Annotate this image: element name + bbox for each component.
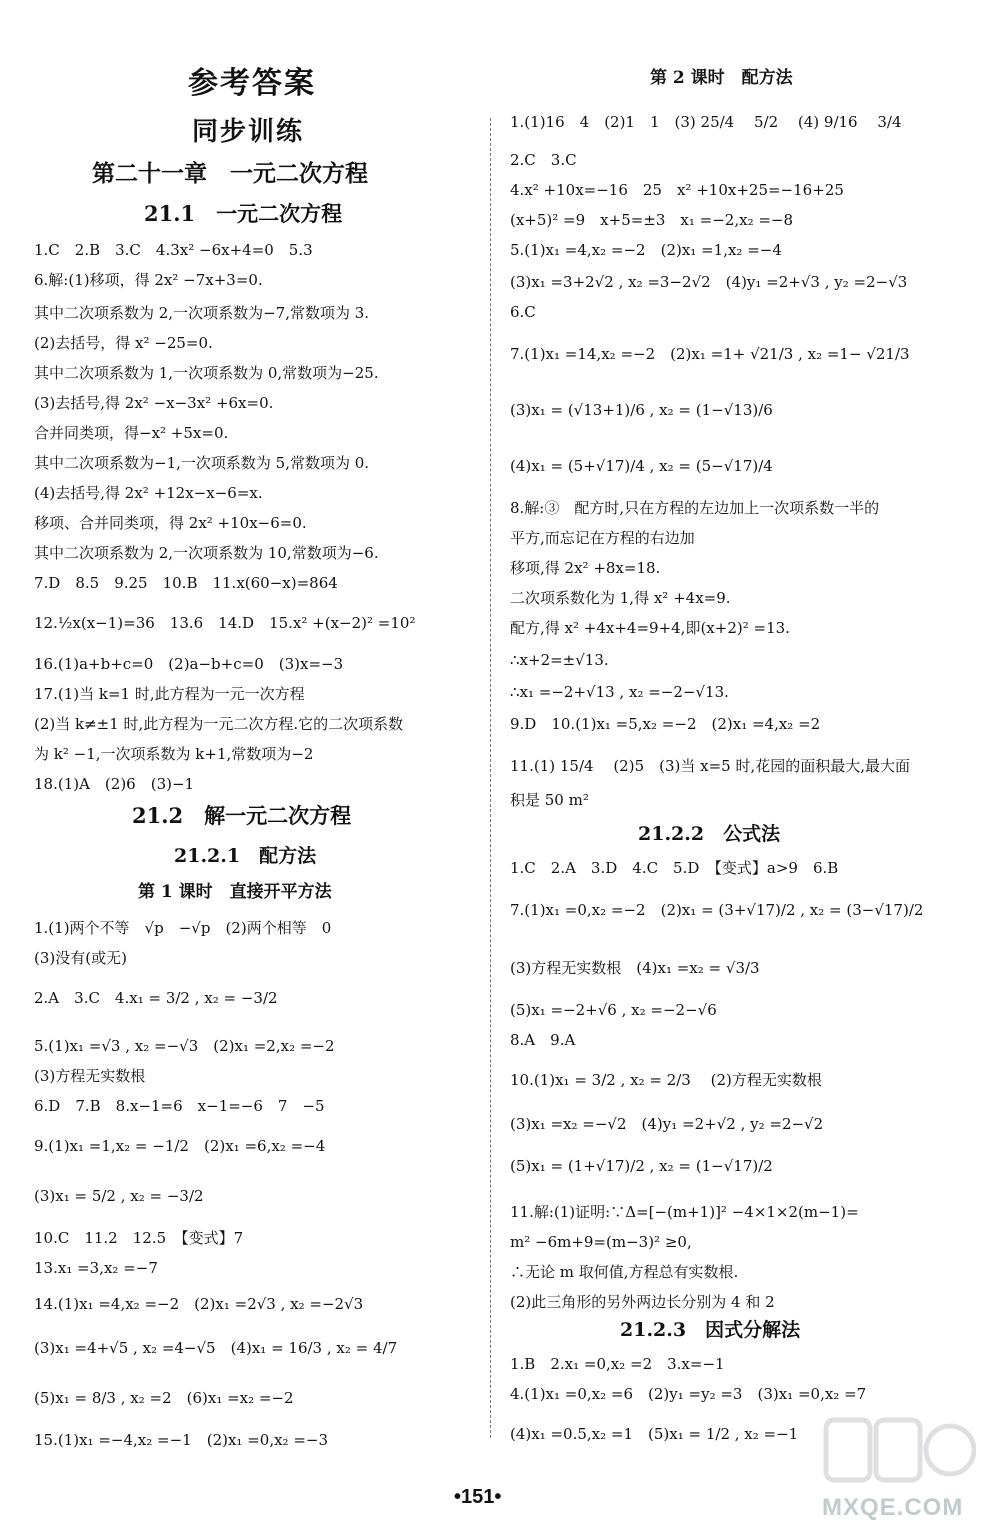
answer-line: ∴x₁ =−2+√13 , x₂ =−2−√13. xyxy=(510,683,729,701)
answer-line: (3)x₁ = 5/2 , x₂ = −3/2 xyxy=(34,1187,204,1205)
answer-line: (x+5)² =9 x+5=±3 x₁ =−2,x₂ =−8 xyxy=(510,211,794,229)
answer-line: 平方,而忘记在方程的右边加 xyxy=(510,529,695,547)
answer-line: 其中二次项系数为 2,一次项系数为 10,常数项为−6. xyxy=(34,544,379,562)
answer-line: 其中二次项系数为−1,一次项系数为 5,常数项为 0. xyxy=(34,454,370,472)
answer-line: 配方,得 x² +4x+4=9+4,即(x+2)² =13. xyxy=(510,619,790,637)
answer-line: 二次项系数化为 1,得 x² +4x=9. xyxy=(510,589,731,607)
answer-line: 12.½x(x−1)=36 13.6 14.D 15.x² +(x−2)² =10² xyxy=(34,614,416,632)
answer-line: (3)去括号,得 2x² −x−3x² +6x=0. xyxy=(34,394,274,412)
lesson-heading-1: 第 1 课时 直接开平方法 xyxy=(138,882,332,902)
answer-line: (5)x₁ = (1+√17)/2 , x₂ = (1−√17)/2 xyxy=(510,1157,773,1175)
answer-line: 9.D 10.(1)x₁ =5,x₂ =−2 (2)x₁ =4,x₂ =2 xyxy=(510,715,821,733)
chapter-heading: 第二十一章 一元二次方程 xyxy=(92,160,368,187)
answer-line: ∴x+2=±√13. xyxy=(510,651,609,669)
section-heading-21-1: 21.1 一元二次方程 xyxy=(144,201,343,226)
answer-line: 18.(1)A (2)6 (3)−1 xyxy=(34,775,195,793)
answer-line: (2)当 k≠±1 时,此方程为一元二次方程.它的二次项系数 xyxy=(34,715,404,733)
answer-line: (4)x₁ =0.5,x₂ =1 (5)x₁ = 1/2 , x₂ =−1 xyxy=(510,1425,799,1443)
answer-line: 4.x² +10x=−16 25 x² +10x+25=−16+25 xyxy=(510,181,844,199)
answer-line: 6.D 7.B 8.x−1=6 x−1=−6 7 −5 xyxy=(34,1097,325,1115)
answer-line: 11.(1) 15/4 (2)5 (3)当 x=5 时,花园的面积最大,最大面 xyxy=(510,757,911,775)
answer-line: 积是 50 m² xyxy=(510,791,589,809)
answer-line: (3)方程无实数根 xyxy=(34,1067,146,1085)
answer-line: 移项,得 2x² +8x=18. xyxy=(510,559,661,577)
page-title: 参考答案 xyxy=(188,66,316,101)
answer-line: 7.(1)x₁ =0,x₂ =−2 (2)x₁ = (3+√17)/2 , x₂ = (3−√17)/2 xyxy=(510,901,924,919)
answer-line: 1.C 2.A 3.D 4.C 5.D 【变式】a>9 6.B xyxy=(510,859,839,877)
answer-line: 1.B 2.x₁ =0,x₂ =2 3.x=−1 xyxy=(510,1355,725,1373)
answer-line: (3)方程无实数根 (4)x₁ =x₂ = √3/3 xyxy=(510,959,760,977)
answer-line: (4)去括号,得 2x² +12x−x−6=x. xyxy=(34,484,263,502)
answer-line: 15.(1)x₁ =−4,x₂ =−1 (2)x₁ =0,x₂ =−3 xyxy=(34,1431,329,1449)
answer-line: (3)没有(或无) xyxy=(34,949,127,967)
answer-line: (4)x₁ = (5+√17)/4 , x₂ = (5−√17)/4 xyxy=(510,457,773,475)
answer-line: 17.(1)当 k=1 时,此方程为一元一次方程 xyxy=(34,685,305,703)
answer-line: 移项、合并同类项，得 2x² +10x−6=0. xyxy=(34,514,307,532)
answer-line: 为 k² −1,一次项系数为 k+1,常数项为−2 xyxy=(34,745,314,763)
column-divider xyxy=(490,118,491,1438)
answer-line: 8.A 9.A xyxy=(510,1031,576,1049)
answer-line: 11.解:(1)证明:∵Δ=[−(m+1)]² −4×1×2(m−1)= xyxy=(510,1203,859,1221)
section-heading-21-2: 21.2 解一元二次方程 xyxy=(132,803,352,828)
section-heading-21-2-3: 21.2.3 因式分解法 xyxy=(620,1319,801,1341)
answer-line: (3)x₁ =3+2√2 , x₂ =3−2√2 (4)y₁ =2+√3 , y₂ =2−√3 xyxy=(510,273,908,291)
answer-line: 1.(1)16 4 (2)1 1 (3) 25/4 5/2 (4) 9/16 3/4 xyxy=(510,113,902,131)
answer-line: 其中二次项系数为 1,一次项系数为 0,常数项为−25. xyxy=(34,364,379,382)
answer-line: 13.x₁ =3,x₂ =−7 xyxy=(34,1259,158,1277)
answer-line: 6.C xyxy=(510,303,536,321)
page-number: •151• xyxy=(454,1486,502,1508)
section-heading-sync: 同步训练 xyxy=(192,117,305,147)
answer-line: (2)去括号，得 x² −25=0. xyxy=(34,334,213,352)
section-heading-21-2-2: 21.2.2 公式法 xyxy=(638,823,781,845)
answer-line: (3)x₁ = (√13+1)/6 , x₂ = (1−√13)/6 xyxy=(510,401,773,419)
answer-line: ∴无论 m 取何值,方程总有实数根. xyxy=(510,1263,739,1281)
answer-line: 6.解:(1)移项，得 2x² −7x+3=0. xyxy=(34,271,263,289)
answer-line: 16.(1)a+b+c=0 (2)a−b+c=0 (3)x=−3 xyxy=(34,655,344,673)
answer-line: 2.C 3.C xyxy=(510,151,577,169)
answer-line: (3)x₁ =4+√5 , x₂ =4−√5 (4)x₁ = 16/3 , x₂ = 4/7 xyxy=(34,1339,398,1357)
watermark-url: MXQE.COM xyxy=(822,1494,964,1521)
answer-line: (3)x₁ =x₂ =−√2 (4)y₁ =2+√2 , y₂ =2−√2 xyxy=(510,1115,824,1133)
lesson-heading-2: 第 2 课时 配方法 xyxy=(650,68,793,88)
answer-line: 7.D 8.5 9.25 10.B 11.x(60−x)=864 xyxy=(34,574,338,592)
answer-line: 其中二次项系数为 2,一次项系数为−7,常数项为 3. xyxy=(34,304,370,322)
answer-line: (5)x₁ =−2+√6 , x₂ =−2−√6 xyxy=(510,1001,717,1019)
answer-line: 1.(1)两个不等 √p −√p (2)两个相等 0 xyxy=(34,919,332,937)
section-heading-21-2-1: 21.2.1 配方法 xyxy=(174,845,317,867)
answer-line: 8.解:③ 配方时,只在方程的左边加上一次项系数一半的 xyxy=(510,499,880,517)
answer-line: 2.A 3.C 4.x₁ = 3/2 , x₂ = −3/2 xyxy=(34,989,278,1007)
answer-line: 4.(1)x₁ =0,x₂ =6 (2)y₁ =y₂ =3 (3)x₁ =0,x₂ =7 xyxy=(510,1385,867,1403)
answer-line: 合并同类项，得−x² +5x=0. xyxy=(34,424,229,442)
answer-line: 10.C 11.2 12.5 【变式】7 xyxy=(34,1229,244,1247)
answer-line: 7.(1)x₁ =14,x₂ =−2 (2)x₁ =1+ √21/3 , x₂ =1− √21/3 xyxy=(510,345,910,363)
answer-line: m² −6m+9=(m−3)² ≥0, xyxy=(510,1233,692,1251)
answer-line: 1.C 2.B 3.C 4.3x² −6x+4=0 5.3 xyxy=(34,241,313,259)
answer-line: 5.(1)x₁ =√3 , x₂ =−√3 (2)x₁ =2,x₂ =−2 xyxy=(34,1037,335,1055)
answer-line: 9.(1)x₁ =1,x₂ = −1/2 (2)x₁ =6,x₂ =−4 xyxy=(34,1137,326,1155)
answer-line: (5)x₁ = 8/3 , x₂ =2 (6)x₁ =x₂ =−2 xyxy=(34,1389,294,1407)
answer-line: 5.(1)x₁ =4,x₂ =−2 (2)x₁ =1,x₂ =−4 xyxy=(510,241,782,259)
answer-line: 10.(1)x₁ = 3/2 , x₂ = 2/3 (2)方程无实数根 xyxy=(510,1071,822,1089)
answer-line: (2)此三角形的另外两边长分别为 4 和 2 xyxy=(510,1293,775,1311)
answer-line: 14.(1)x₁ =4,x₂ =−2 (2)x₁ =2√3 , x₂ =−2√3 xyxy=(34,1295,364,1313)
